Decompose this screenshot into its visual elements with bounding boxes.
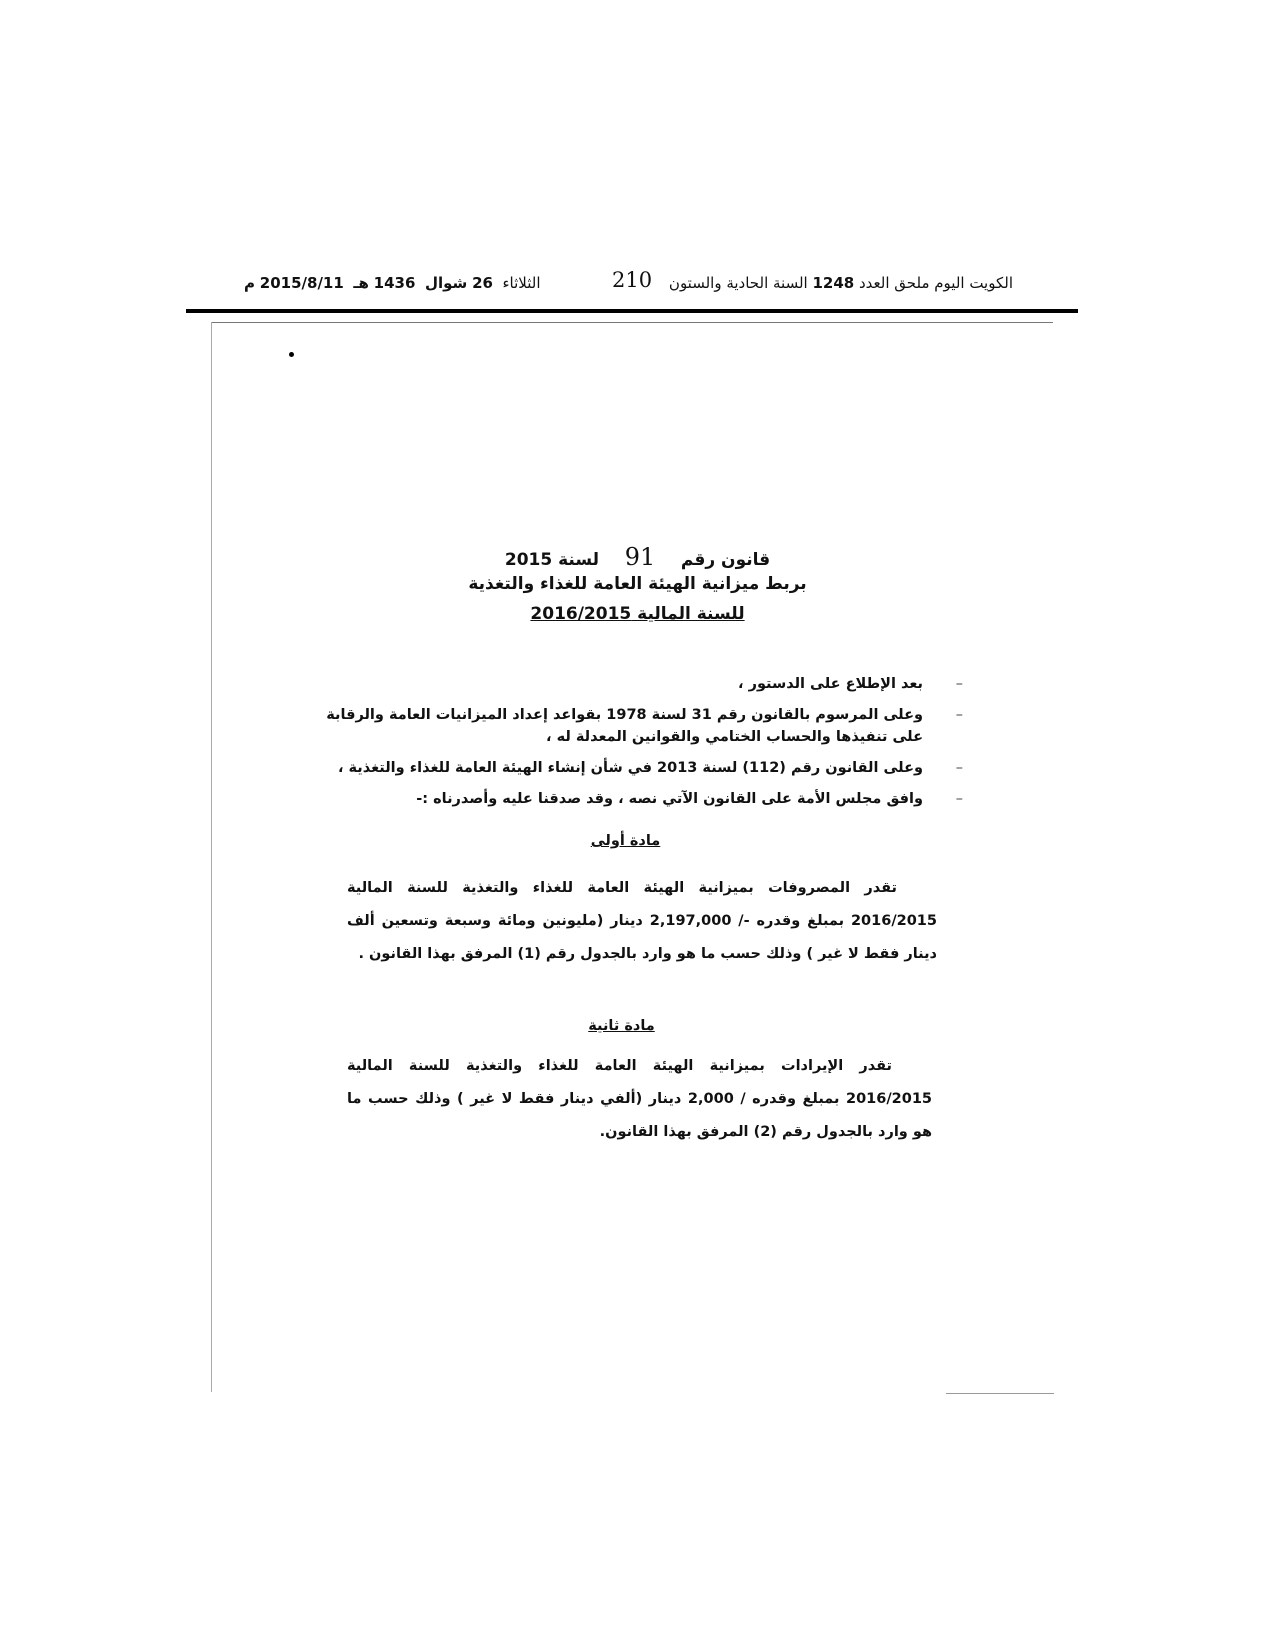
preamble-list: [321, 673, 941, 819]
law-subject: بربط ميزانية الهيئة العامة للغذاء والتغذية: [468, 574, 807, 594]
preamble-item: – وعلى القانون رقم (112) لسنة 2013 في شأن إنشاء الهيئة العامة للغذاء والتغذية ،: [321, 757, 941, 779]
preamble-item: – بعد الإطلاع على الدستور ،: [321, 673, 941, 695]
hijri-year: 1436: [373, 274, 416, 292]
preamble-item: – وافق مجلس الأمة على القانون الآتي نصه ، وقد صدقنا عليه وأصدرناه :-: [321, 788, 941, 810]
law-label: قانون رقم: [680, 550, 771, 570]
article-2-text: تقدر الإيرادات بميزانية الهيئة العامة للغذاء والتغذية للسنة المالية 2016/2015 بمبلغ وقدره / 2,000 دينار (ألفي دينار فقط لا غير ) وذلك حسب ما هو وارد بالجدول رقم (2) المرفق بهذا القانون.: [347, 1058, 932, 1140]
hijri-day: 26: [472, 274, 493, 292]
header-rule: [186, 309, 1078, 313]
frame-bottom-line: [946, 1393, 1054, 1394]
hijri-month: شوال: [424, 274, 468, 292]
article-1-text: تقدر المصروفات بميزانية الهيئة العامة للغذاء والتغذية للسنة المالية 2016/2015 بمبلغ وقدره -/ 2,197,000 دينار (مليونين ومائة وسبعة وتسعين ألف دينار فقط لا غير ) وذلك حسب ما هو وارد بالجدول رقم (1) المرفق بهذا القانون .: [347, 880, 937, 962]
frame-left-line: [211, 322, 212, 1392]
law-fiscal-year: للسنة المالية 2016/2015: [530, 604, 745, 624]
article-2-heading: مادة ثانية: [588, 1018, 655, 1034]
publication-name: الكويت اليوم ملحق العدد: [859, 274, 1013, 292]
gregorian-suffix: م: [244, 274, 255, 292]
header-publication: [669, 274, 1013, 292]
page-number: 210: [612, 268, 653, 292]
law-year: 2015: [504, 550, 553, 570]
law-number: 91: [624, 543, 656, 571]
law-title: [0, 543, 1275, 571]
issue-number: 1248: [812, 274, 855, 292]
weekday: الثلاثاء: [502, 274, 541, 292]
frame-top-line: [211, 322, 1053, 323]
header-date: [244, 274, 541, 292]
scan-dot: [289, 352, 294, 357]
publication-year: السنة الحادية والستون: [668, 274, 808, 292]
article-1-heading: مادة أولى: [590, 833, 661, 849]
preamble-item: – وعلى المرسوم بالقانون رقم 31 لسنة 1978 بقواعد إعداد الميزانيات العامة والرقابة على تنفيذها والحساب الختامي والقوانين المعدلة له ،: [321, 704, 941, 748]
year-label: لسنة: [558, 550, 600, 570]
gregorian-date: 2015/8/11: [259, 274, 344, 292]
hijri-suffix: هـ: [353, 274, 369, 292]
